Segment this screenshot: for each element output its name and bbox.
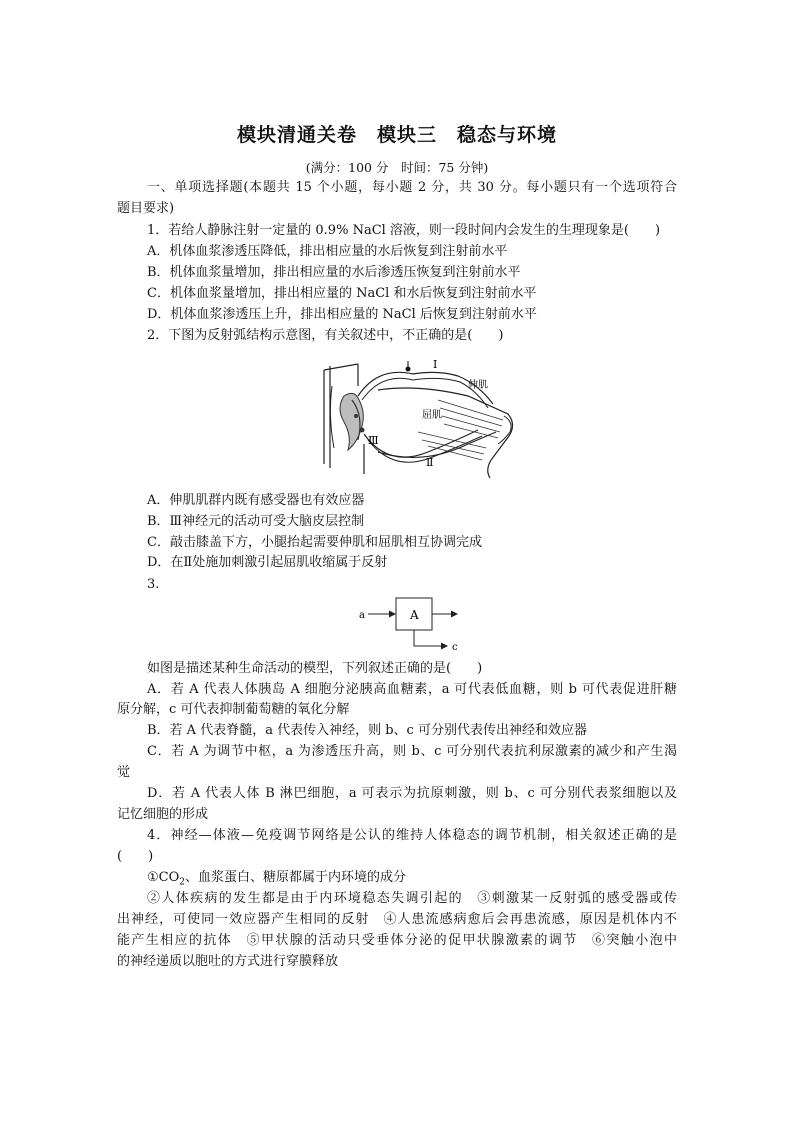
label-III: Ⅲ: [368, 434, 379, 447]
knee-joint: [498, 416, 511, 444]
output-label-c: c: [452, 642, 458, 653]
q1-option-b: B．机体血浆量增加，排出相应量的水后渗透压恢复到注射前水平: [147, 265, 521, 280]
q3-option-a-line2: 原分解，c 可代表抑制葡萄糖的氧化分解: [117, 702, 350, 717]
arrow-out-c: [414, 630, 447, 646]
label-flexor: 屈肌: [422, 410, 442, 421]
section-heading-line2: 题目要求): [117, 201, 175, 216]
nerve-II-inner: [368, 436, 482, 462]
q2-option-a: A．伸肌肌群内既有感受器也有效应器: [147, 493, 365, 508]
q3-option-b: B．若 A 代表脊髓，a 代表传入神经，则 b、c 可分别代表传出神经和效应器: [147, 723, 587, 738]
q1-option-c: C．机体血浆量增加，排出相应量的 NaCl 和水后恢复到注射前水平: [147, 286, 537, 301]
label-I: I: [433, 358, 438, 371]
section-heading-line1: 一、单项选择题(本题共 15 个小题，每小题 2 分，共 30 分。每小题只有一个选项符合: [147, 180, 677, 195]
q3-option-d-line1: D．若 A 代表人体 B 淋巴细胞，a 可表示为抗原刺激，则 b、c 可分别代表浆细胞以及: [147, 786, 677, 801]
q2-option-d: D．在Ⅱ处施加刺激引起屈肌收缩属于反射: [147, 555, 388, 570]
q1-stem: 1．若给人静脉注射一定量的 0.9% NaCl 溶液，则一段时间内会发生的生理现象是( ): [147, 223, 661, 238]
q4-s1-pre: ①CO: [147, 870, 180, 885]
page-title: 模块清通关卷 模块三 稳态与环境: [236, 124, 557, 146]
q4-s1-sub: 2: [179, 877, 185, 888]
input-label-a: a: [359, 610, 365, 621]
q2-option-b: B．Ⅲ神经元的活动可受大脑皮层控制: [147, 514, 365, 529]
output-label-b: b: [461, 610, 468, 621]
q3-option-c-line1: C．若 A 为调节中枢，a 为渗透压升高，则 b、c 可分别代表抗利尿激素的减少和产生渴: [147, 744, 677, 759]
q1-option-a: A．机体血浆渗透压降低，排出相应量的水后恢复到注射前水平: [147, 244, 508, 259]
neuron-body: [354, 414, 358, 418]
label-extensor: 伸肌: [468, 380, 488, 391]
neuron-body: [360, 428, 365, 433]
score-time-info: (满分：100 分 时间：75 分钟): [305, 160, 489, 175]
spinal-cord-edge: [330, 386, 334, 448]
q3-option-d-line2: 记忆细胞的形成: [117, 807, 209, 822]
label-II: Ⅱ: [426, 456, 434, 469]
q4-statements-line2: 出神经，可使同一效应器产生相同的反射 ④人患流感病愈后会再患流感，原因是机体内不: [117, 912, 677, 927]
q4-statements-line3: 能产生相应的抗体 ⑤甲状腺的活动只受垂体分泌的促甲状腺激素的调节 ⑥突触小泡中: [117, 933, 677, 948]
q4-statements-line1: ②人体疾病的发生都是由于内环境稳态失调引起的 ③刺激某一反射弧的感受器或传: [147, 891, 677, 906]
box-A-label: A: [410, 608, 419, 622]
q4-stem-line1: 4．神经—体液—免疫调节网络是公认的维持人体稳态的调节机制，相关叙述正确的是: [147, 828, 677, 843]
q3-option-a-line1: A．若 A 代表人体胰岛 A 细胞分泌胰高血糖素，a 可代表低血糖，则 b 可代表促进肝糖: [147, 682, 677, 697]
q3-number: 3.: [147, 577, 160, 592]
q3-option-c-line2: 觉: [117, 765, 131, 780]
q4-s1-post: 、血浆蛋白、糖原都属于内环境的成分: [185, 870, 407, 885]
leg-outline-bottom: [378, 432, 496, 457]
q3-stem: 如图是描述某种生命活动的模型，下列叙述正确的是( ): [147, 661, 483, 676]
q1-option-d: D．机体血浆渗透压上升，排出相应量的 NaCl 后恢复到注射前水平: [147, 307, 537, 322]
reflex-arc-diagram: [318, 356, 528, 481]
model-diagram: [355, 596, 470, 654]
q2-stem: 2．下图为反射弧结构示意图，有关叙述中，不正确的是( ): [147, 328, 504, 343]
extensor-fibers: [438, 400, 503, 438]
q4-stem-line2: ( ): [117, 849, 154, 864]
q4-statements-line4: 的神经递质以胞吐的方式进行穿膜释放: [117, 954, 339, 969]
q2-option-c: C．敲击膝盖下方，小腿抬起需要伸肌和屈肌相互协调完成: [147, 535, 482, 550]
